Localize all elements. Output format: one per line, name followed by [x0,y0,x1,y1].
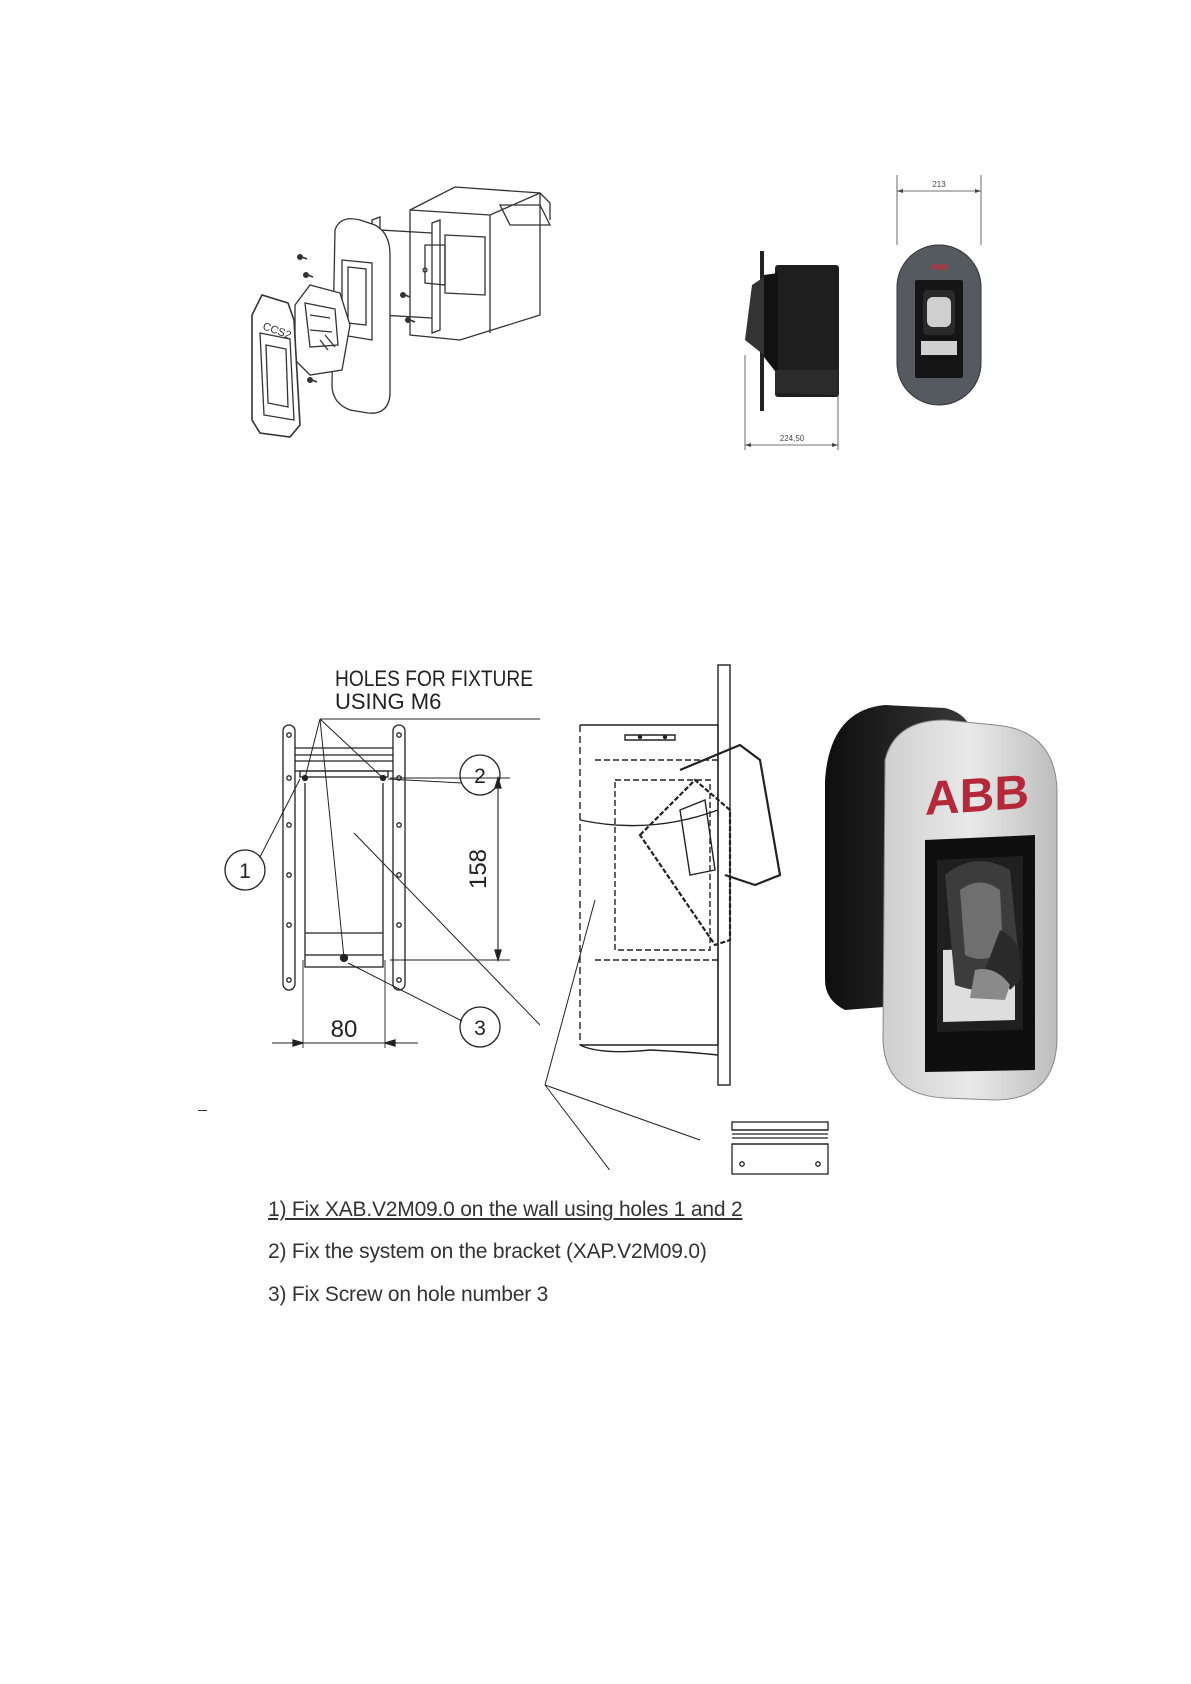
width-dimension-label-80: 80 [330,1016,358,1043]
bracket-left-rail [283,725,295,990]
rear-enclosure [410,187,550,340]
bracket-drawing [180,655,540,1095]
socket-3d-render [825,700,1065,1110]
section-view [540,660,840,1170]
height-dimension-label: 158 [465,848,492,890]
holes-note-line2: USING M6 [335,689,442,714]
instruction-3: 3) Fix Screw on hole number 3 [268,1283,549,1306]
depth-dimension-label: 224,50 [779,434,805,443]
front-abb-logo: ABB [930,263,948,272]
front-view [885,175,995,415]
ccs2-label: CCS2 [260,320,293,342]
exploded-isometric-view [250,175,570,455]
callout-2-label: 2 [474,765,486,788]
wall-bracket-detail [730,1120,830,1180]
render-abb-logo: ABB [925,765,1029,826]
top-cross-bracket [295,748,393,781]
callout-3-label: 3 [474,1017,486,1040]
instruction-2: 2) Fix the system on the bracket (XAP.V2M09.0) [268,1240,707,1263]
callout-1-label: 1 [239,860,251,883]
holes-note-line1: HOLES FOR FIXTURE [335,666,533,691]
instruction-1: 1) Fix XAB.V2M09.0 on the wall using holes 1 and 2 [268,1198,743,1221]
bracket-right-rail [393,725,405,990]
stray-dash [198,1110,207,1111]
side-view [730,245,840,460]
ccs2-cover [252,295,300,437]
width-dimension-label: 213 [932,180,946,189]
socket-housing [295,285,350,375]
